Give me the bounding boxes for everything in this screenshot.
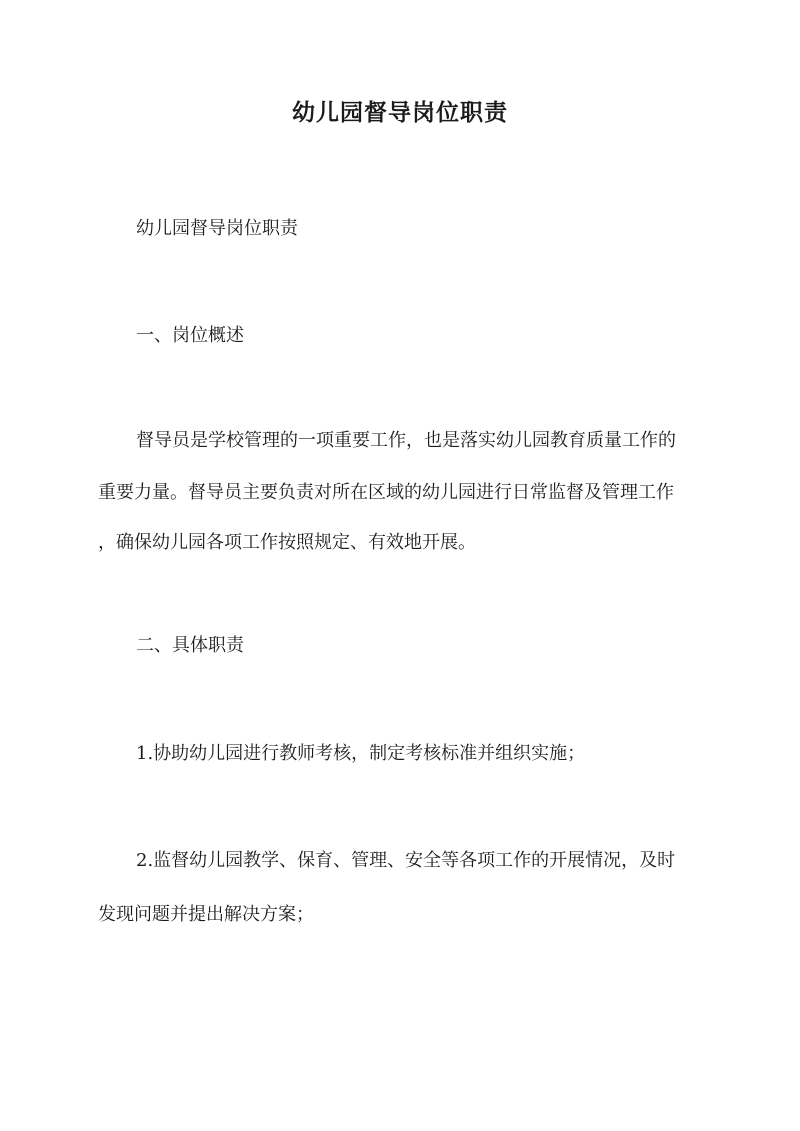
document-title: 幼儿园督导岗位职责 [292, 99, 508, 126]
document-subtitle: 幼儿园督导岗位职责 [136, 218, 298, 239]
paragraph-line: 督导员是学校管理的一项重要工作，也是落实幼儿园教育质量工作的 [136, 430, 676, 451]
paragraph-line: ，确保幼儿园各项工作按照规定、有效地开展。 [98, 532, 476, 553]
section-heading-overview: 一、岗位概述 [136, 325, 244, 346]
list-item-2-line: 2.监督幼儿园教学、保育、管理、安全等各项工作的开展情况，及时 [136, 850, 676, 871]
list-item-2-line: 发现问题并提出解决方案； [98, 904, 314, 925]
section-heading-duties: 二、具体职责 [136, 635, 244, 656]
paragraph-line: 重要力量。督导员主要负责对所在区域的幼儿园进行日常监督及管理工作 [98, 482, 674, 503]
list-item-1: 1.协助幼儿园进行教师考核，制定考核标准并组织实施； [136, 743, 586, 764]
